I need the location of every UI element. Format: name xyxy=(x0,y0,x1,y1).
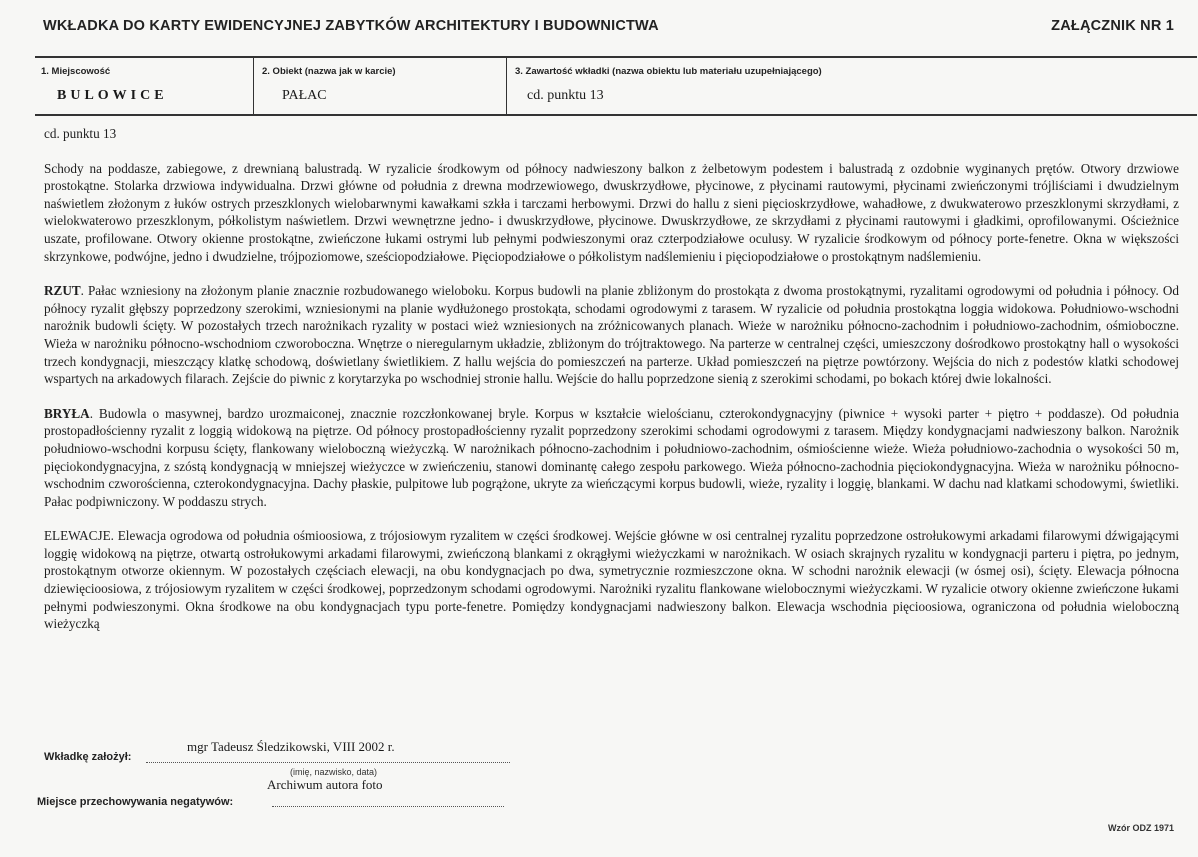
bryla-text: . Budowla o masywnej, bardzo urozmaiconej, znacznie rozczłonkowanej bryle. Korpus w kształcie wielościanu, czterokondygnacyjny (piwnice + wysoki parter + piętro + poddasze). Od południa prostopadłościenny ryzalit z loggią widokową na piętrze. Od północy prostopadłościenny ryzalit poprzedzony szerokimi schodami ogrodowymi z tarasem. Między kondygnacjami nadwieszony balkon. Narożnik południowo-wschodni korpusu ścięty, flankowany wieloboczną wieżyczką. W narożnikach północno-zachodnim i południowo-zachodnim, ośmiościenne wieże. Wieża południowo-zachodnia o wysokości 50 m, pięciokondygnacyjna, z szóstą kondygnacją w mniejszej wieżyczce w zwieńczeniu, stanowi dominantę całego zespołu parkowego. Wieża północno-zachodnia pięciokondygnacyjna. Wieża w narożniku północno-wschodnim czworościenna, czterokondygnacyjna. Dachy płaskie, pulpitowe lub pogrążone, ukryte za wieńczącymi korpus budowli, wieże, ryzality i loggię, blankami. W dachu nad klatkami schodowymi, świetliki. Pałac podpiwniczony. W poddaszu strych. xyxy=(44,405,1179,509)
negatives-label: Miejsce przechowywania negatywów: xyxy=(37,796,234,808)
founder-label: Wkładkę założył: xyxy=(44,751,132,763)
object-value: PAŁAC xyxy=(282,88,327,103)
bryla-heading: BRYŁA xyxy=(44,405,90,421)
founder-dotline xyxy=(146,762,510,763)
object-label: 2. Obiekt (nazwa jak w karcie) xyxy=(262,66,396,77)
negatives-value: Archiwum autora foto xyxy=(267,777,383,792)
contents-value: cd. punktu 13 xyxy=(527,88,604,103)
annex-number: ZAŁĄCZNIK NR 1 xyxy=(1051,18,1174,34)
negatives-dotline xyxy=(272,806,504,807)
paragraph-elewacje: ELEWACJE. Elewacja ogrodowa od południa ośmioosiowa, z trójosiowym ryzalitem w części środkowej. Wejście główne w osi centralnej ryzalitu poprzedzone ostrołukowymi arkadami filarowymi dźwigającymi loggię widokową na piętrze, otwartą ostrołukowymi arkadami filarowymi, zwieńczoną blankami z okrągłymi wieżyczkami w narożnikach. W osiach skrajnych ryzalitu w kondygnacji parteru i piętra, po jednym, prostokątnym otworze okiennym. W pozostałych częściach elewacji, na obu kondygnacjach po dwa, symetrycznie rozmieszczone okna. W schodni narożnik elewacji (w ósmej osi), ścięty. Elewacja północna dziewięcioosiowa, z trójosiowym ryzalitem w części środkowej, poprzedzonym schodami ogrodowymi. Narożniki ryzalitu flankowane wielobocznymi wieżyczkami. W ryzalicie otwory okienne zwieńczone łukami pełnymi podwieszonymi. Okna środkowe na obu kondygnacjach typu porte-fenetre. Pomiędzy kondygnacjami nadwieszony balkon. Elewacja wschodnia pięcioosiowa, ograniczona od południa wieloboczną wieżyczką xyxy=(44,528,1179,632)
paragraph-bryla xyxy=(44,405,1179,511)
founder-value: mgr Tadeusz Śledzikowski, VIII 2002 r. xyxy=(187,739,395,754)
document-body xyxy=(44,125,1179,633)
object-cell xyxy=(253,58,506,114)
rzut-text: . Pałac wzniesiony na złożonym planie znacznie rozbudowanego wieloboku. Korpus budowli na planie zbliżonym do prostokąta z dwoma prostokątnymi, ryzalitami ogrodowymi od południa i północy. Od północy ryzalit głębszy poprzedzony szerokimi, wzniesionymi na planie wydłużonego prostokąta, schodami ogrodowymi z tarasem. W ryzalicie od południa prostokątna loggia widokowa. Południowo-wschodni narożnik budowli ścięty. W pozostałych trzech narożnikach ryzality w postaci wież wzniesionych na zróżnicowanych planach. Wieże w narożniku północno-zachodnim i południowo-zachodnim, ośmioboczne. Wieża w narożniku północno-wschodniom czworoboczna. Wnętrze o nieregularnym układzie, zbliżonym do trójtraktowego. Na parterze w centralnej części, umieszczony dośrodkowo prostokątny hall o wysokości trzech kondygnacji, mieszczący klatkę schodową, doświetlany świetlikiem. Z hallu wejścia do pomieszczeń na parterze. Układ pomieszczeń na piętrze powtórzony. Wejścia do nich z podestów klatki schodowej wspartych na arkadowych filarach. Zejście do piwnic z korytarzyka po wschodniej stronie hallu. Wejście do hallu poprzedzone sienią z szerokimi schodami, po bokach której dwie lokalności. xyxy=(44,283,1179,387)
contents-cell xyxy=(506,58,1197,114)
form-code: Wzór ODZ 1971 xyxy=(1107,823,1174,833)
paragraph-rzut xyxy=(44,282,1179,388)
header-table xyxy=(35,56,1197,116)
locality-label: 1. Miejscowość xyxy=(41,66,111,77)
founder-note: (imię, nazwisko, data) xyxy=(290,767,378,777)
paragraph-stairs-doors: Schody na poddasze, zabiegowe, z drewnianą balustradą. W ryzalicie środkowym od północy nadwieszony balkon z żelbetowym podestem i balustradą z ozdobnie wyginanych prętów. Otwory drzwiowe prostokątne. Stolarka drzwiowa indywidualna. Drzwi główne od południa z drewna modrzewiowego, dwuskrzydłowe, płycinowe, z płycinami rautowymi, płycinami zwieńczonymi trójliściami i dwudzielnym naświetlem złożonym z łuków ostrych przeszklonych wielobarwnymi kawałkami szkła i tarczami herbowymi. Drzwi do hallu z sieni pięcioskrzydłowe, wahadłowe, z dwukwaterowo przeszklonymi skrzydłami, z wielokwaterowo przeszklonym, półkolistym naświetlem. Drzwi wewnętrzne jedno- i dwuskrzydłowe, płycinowe. Dwuskrzydłowe, ze skrzydłami z płycinami rautowymi i gładkimi, oprofilowanymi. Ościeżnice uszate, profilowane. Otwory okienne prostokątne, zwieńczone łukami ostrymi lub pełnymi podwieszonymi oraz czterpodziałowe oculusy. W ryzalicie środkowym od północy porte-fenetre. Okna w większości skrzynkowe, podwójne, jedno i dwudzielne, trójpoziomowe, sześciopodziałowe. Pięciopodziałowe o półkolistym nadślemieniu i pięciopodziałowe o prostokątnym nadślemieniu. xyxy=(44,160,1179,264)
locality-cell xyxy=(35,58,253,114)
locality-value: BULOWICE xyxy=(57,88,168,103)
intro-line: cd. punktu 13 xyxy=(44,126,117,141)
document-title: WKŁADKA DO KARTY EWIDENCYJNEJ ZABYTKÓW ARCHITEKTURY I BUDOWNICTWA xyxy=(43,18,659,34)
contents-label: 3. Zawartość wkładki (nazwa obiektu lub materiału uzupełniającego) xyxy=(515,66,822,77)
rzut-heading: RZUT xyxy=(44,283,81,299)
